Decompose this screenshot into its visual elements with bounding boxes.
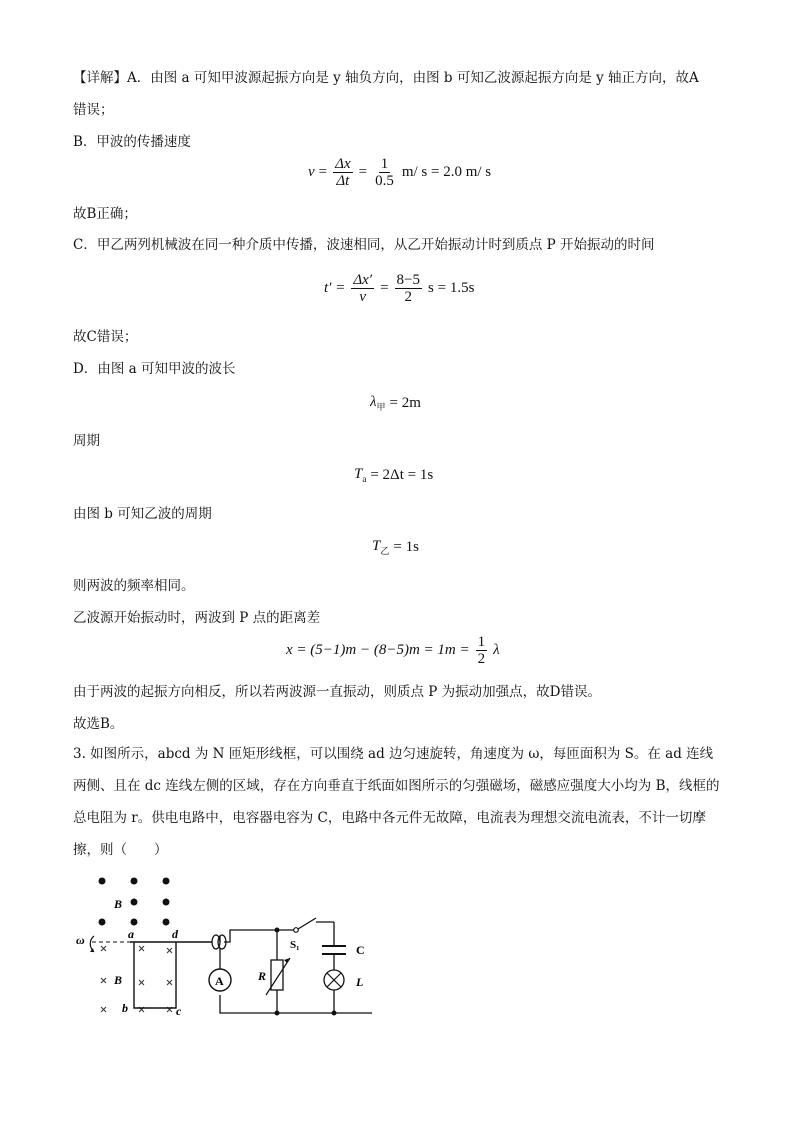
eq1-rhs: m/ s = 2.0 m/ s bbox=[401, 164, 492, 180]
line-detail-b: B．甲波的传播速度 bbox=[73, 134, 191, 150]
line-d-wrong: 由于两波的起振方向相反，所以若两波源一直振动，则质点 P 为振动加强点，故D错误。 bbox=[73, 684, 601, 700]
eq1-num: Δx bbox=[335, 156, 351, 172]
eq2-lhs: t′ = bbox=[324, 280, 346, 296]
line-period-b: 由图 b 可知乙波的周期 bbox=[73, 506, 212, 522]
eq1-frac-1 bbox=[333, 156, 352, 189]
label-c: c bbox=[176, 1004, 182, 1018]
eq5-sub: 乙 bbox=[380, 546, 390, 556]
eq1-num2: 1 bbox=[380, 156, 389, 172]
line-period: 周期 bbox=[73, 433, 100, 449]
line-detail-a-2: 错误； bbox=[73, 102, 114, 118]
eq6-rhs: λ bbox=[493, 642, 500, 658]
eq1-lhs: v bbox=[308, 164, 315, 180]
circuit-figure bbox=[72, 870, 372, 1030]
line-c-wrong: 故C错误； bbox=[73, 329, 138, 345]
eq5-rhs: = 1s bbox=[393, 539, 419, 555]
label-b-top: B bbox=[114, 897, 123, 911]
eq2-frac-2 bbox=[395, 272, 422, 305]
eq3-rhs: = 2m bbox=[389, 395, 421, 411]
line-detail-d: D．由图 a 可知甲波的波长 bbox=[73, 361, 236, 377]
label-a: a bbox=[128, 927, 134, 941]
eq1-frac-2 bbox=[373, 156, 396, 189]
eq5-sym: T bbox=[372, 538, 381, 554]
switch-s1 bbox=[298, 918, 316, 929]
eq1-den2: 0.5 bbox=[375, 173, 394, 189]
equation-period-a bbox=[354, 466, 433, 484]
switch-contact bbox=[294, 928, 299, 933]
magnetic-field-crosses bbox=[101, 946, 172, 1012]
label-omega: ω bbox=[76, 933, 85, 947]
equation-wavelength bbox=[370, 394, 421, 413]
eq2-num: Δx′ bbox=[353, 272, 373, 288]
eq6-num: 1 bbox=[477, 634, 486, 650]
line-detail-c: C．甲乙两列机械波在同一种介质中传播，波速相同，从乙开始振动计时到质点 P 开始振动的时间 bbox=[73, 237, 655, 253]
eq3-sym: λ bbox=[370, 394, 377, 410]
eq2-frac-1 bbox=[351, 272, 374, 305]
eq2-num2: 8−5 bbox=[396, 272, 421, 288]
eq4-rhs: = 2Δt = 1s bbox=[370, 466, 434, 483]
line-detail-a-1: 【详解】A．由图 a 可知甲波源起振方向是 y 轴负方向，由图 b 可知乙波源起振方向是 y 轴正方向，故A bbox=[73, 70, 699, 86]
eq6-den: 2 bbox=[477, 651, 486, 667]
eq3-sub: 甲 bbox=[376, 402, 386, 412]
line-distance-difference: 乙波源开始振动时，两波到 P 点的距离差 bbox=[73, 610, 321, 626]
label-b: b bbox=[122, 1001, 128, 1015]
coil-frame bbox=[134, 942, 176, 1008]
eq2-rhs: s = 1.5s bbox=[428, 280, 475, 296]
label-r: R bbox=[258, 969, 267, 983]
label-l: L bbox=[356, 975, 364, 989]
eq2-den2: 2 bbox=[404, 289, 413, 305]
label-d: d bbox=[172, 927, 178, 941]
eq6-lhs: x = (5−1)m − (8−5)m = 1m = bbox=[286, 642, 470, 658]
eq1-den: Δt bbox=[336, 173, 350, 189]
equation-time: t′ = $\frac{\Delta x'}{v}$ = $\frac{8-5}{2}$ s = 1.5s bbox=[324, 272, 475, 305]
line-same-frequency: 则两波的频率相同。 bbox=[73, 578, 195, 594]
magnetic-field-dots bbox=[99, 878, 170, 926]
label-c-capacitor: C bbox=[356, 943, 365, 957]
equation-distance bbox=[286, 634, 500, 667]
eq4-sym: T bbox=[354, 466, 363, 482]
label-ammeter: A bbox=[215, 974, 224, 988]
question-3: 3. 如图所示，abcd 为 N 匝矩形线框，可以围绕 ad 边匀速旋转，角速度为 ω，每匝面积为 S。在 ad 连线两侧、且在 dc 连线左侧的区域，存在方向垂直于纸面如图所示的匀强磁场，磁感应强度大小均为 B，线框的总电阻为 r。供电电路中，电容器电容为 C，电路中各元件无故障，电流表为理想交流电流表，不计一切摩擦，则（ ） bbox=[73, 746, 720, 858]
eq4-sub: a bbox=[362, 474, 367, 484]
line-b-correct: 故B正确； bbox=[73, 206, 137, 222]
line-answer-b: 故选B。 bbox=[73, 716, 124, 732]
label-s1: S₁ bbox=[290, 939, 300, 951]
eq2-den: v bbox=[359, 289, 367, 305]
equation-velocity: v = $\frac{\Delta x}{\Delta t}$ = $\frac{1}{0.5}$ m/ s = 2.0 m/ s bbox=[308, 156, 492, 189]
eq6-frac bbox=[476, 634, 488, 667]
equation-period-b bbox=[372, 538, 419, 557]
label-b-bottom: B bbox=[114, 973, 123, 987]
